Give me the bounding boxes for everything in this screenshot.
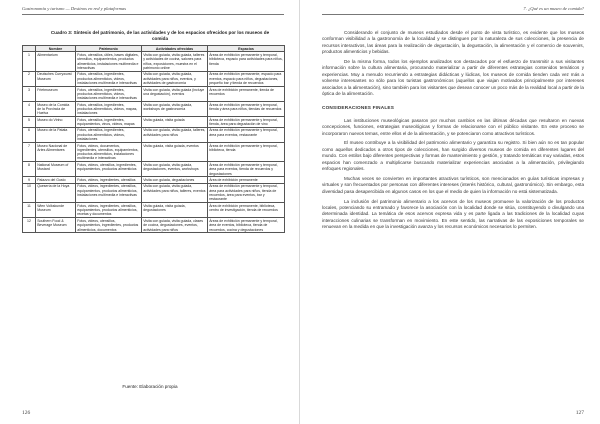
heritage-cell: Fotos, videos, ingredientes, utensilios, equipamientos, productos alimenticios, instalaciones multimedia e interactivas (76, 183, 142, 202)
page-number-right: 127 (575, 410, 584, 416)
table-row (23, 183, 285, 202)
row-index-cell: 12 (23, 218, 36, 233)
right-page (300, 0, 600, 424)
activities-cell: Visita con guiada, visita guiada, actividades para niños, eventos, y actividades de gastronomía (142, 71, 208, 86)
heritage-cell: Fotos, videos, utensilios, ingredientes, equipamientos, productos alimenticios (76, 162, 142, 177)
spaces-cell: Áreas de exhibición permanente y temporal, área para eventos, restaurante (208, 127, 285, 142)
heritage-cell: Fotos, utensilios, útiles, bases digitales, utensilios, equipamientos, productos alimenticios, instalaciones multimedia e interactivas (76, 52, 142, 71)
museum-name-cell: Museo Nacional de Artes Alimentares (36, 142, 76, 161)
museum-name-cell: National Museum of Mustard (36, 162, 76, 177)
museum-name-cell: Alimentarium (36, 52, 76, 71)
museum-name-cell: Palazzo del Gusto (36, 177, 76, 183)
heritage-cell: Fotos, utensilios, ingredientes, productos alimenticios, videos, instalaciones multimedia e interactivas (76, 86, 142, 101)
activities-cell: Visita con guiada, visita guiada, workshops de gastronomía (142, 102, 208, 117)
table-row (23, 86, 285, 101)
heritage-cell: Fotos, videos, ingredientes, utensilios (76, 177, 142, 183)
museum-name-cell: Deutsches Currywurst Museum (36, 71, 76, 86)
heritage-cell: Fotos, videos, utensilios, equipamientos, ingredientes, productos alimenticios, documentos (76, 218, 142, 233)
museum-table (22, 45, 285, 233)
activities-cell: Visita con guiada, visita guiada, talleres y actividades de cocina, salones para niños, exposiciones, muestra en el patrimonio online (142, 52, 208, 71)
spaces-cell: Área de exhibición permanente, tienda de recuerdos (208, 86, 285, 101)
running-head-right: 7. ¿Qué es un museo de comida? (523, 6, 584, 11)
row-index-cell: 7 (23, 142, 36, 161)
table-row (23, 162, 285, 177)
table-row (23, 117, 285, 128)
museum-name-cell: Southern Food & Beverage Museum (36, 218, 76, 233)
activities-cell: Visita guiada, visita guiada, eventos (142, 142, 208, 161)
row-index-cell: 3 (23, 86, 36, 101)
activities-cell: Visita con guiada, visita guiada, clases de cocina, degustaciones, eventos, actividades para niños (142, 218, 208, 233)
spaces-cell: Áreas de exhibición permanente, espacio para eventos, espacio para niños, degustaciones, pequeño bar y tienda de recuerdos (208, 71, 285, 86)
museum-name-cell: Museo do Vinho (36, 117, 76, 128)
museum-name-cell: Museo de la Comida de la Provincia de Huelva (36, 102, 76, 117)
heritage-cell: Fotos, utensilios, ingredientes, productos alimenticios, videos, mapas, instalaciones (76, 102, 142, 117)
body-text (322, 30, 584, 234)
paragraph: La inclusión del patrimonio alimentario a los acervos de los museos promueve la valorización de los productos locales, potenciando su entramado y favorece la asociación con la localidad donde se sitúa, constituyendo o divulgando una determinada identidad. La temática de esos acervos expresa vida y es parte ligada a las tradiciones de la localidad cuyas interacciones culinarias se transforman en movimiento. En este sentido, las narrativas de las exposiciones temporales se renuevan en la medida en que la investigación avanza y los recursos económicos necesarios lo permiten. (322, 198, 584, 230)
header-cell-spaces: Espacios (208, 46, 285, 52)
table-source: Fuente: Elaboración propia (122, 384, 178, 389)
row-index-cell: 4 (23, 102, 36, 117)
paragraph: De la misma forma, todos los ejemplos analizados son destacados por el esfuerzo de transmitir a sus visitantes información sobre la cultura alimentaria, procurando materializar a partir de diferentes estrategias contenidos temáticos y experiencias. Muy a menudo recurriendo a estrategias didácticas y lúdicas, los museos de comida tienden cada vez más a volverse interesantes no sólo para los turistas gastronómicos (aquellos que viajan motivados principalmente por intereses asociados a la alimentación), sino también para los visitantes que desean conocer un poco más de la realidad local a partir de la óptica de la alimentación. (322, 59, 584, 97)
activities-cell: Visita con guiada, degustaciones (142, 177, 208, 183)
row-index-cell: 1 (23, 52, 36, 71)
spaces-cell: Áreas de exhibición permanente y temporal, área para eventos, tienda de recuerdos y degustaciones (208, 162, 285, 177)
paragraph: Las instituciones museológicas pasaron por muchos cambios en las últimas décadas que resultaron en nuevas concepciones, funciones, estrategias museológicas y formas de relacionarse con el público visitante. En este proceso se incorporaron nuevos temas, entre ellos el de la alimentación, y se potenciaron como atractivos turísticos. (322, 117, 584, 136)
header-cell-heritage: Patrimonio (76, 46, 142, 52)
spaces-cell: Áreas de exhibición permanente y temporal, tienda y área para niños, tiendas de recuerdos (208, 102, 285, 117)
row-index-cell: 2 (23, 71, 36, 86)
spaces-cell: Áreas de exhibición permanente y temporal, biblioteca, espacio para actividades para niños, tienda (208, 52, 285, 71)
row-index-cell: 8 (23, 162, 36, 177)
activities-cell: Visita con guiada, visita guiada, actividades para niños, talleres, eventos (142, 183, 208, 202)
heritage-cell: Fotos, utensilios, ingredientes, equipamientos, vinos, videos, mapas (76, 117, 142, 128)
table-caption: Cuadro 3: Síntesis del patrimonio, de las actividades y de los espacios ofrecidos por los museos de comida (50, 30, 270, 41)
museum-name-cell: Museo de la Patata (36, 127, 76, 142)
header-rule-right (322, 14, 584, 15)
header-cell-activities: Actividades ofrecidas (142, 46, 208, 52)
museum-name-cell: Quesería de la Hoya (36, 183, 76, 202)
spaces-cell: Área de exhibición permanente, biblioteca, centro de investigación, tienda de recuerdos (208, 203, 285, 218)
heritage-cell: Fotos, videos, ingredientes, utensilios, equipamientos, productos alimenticios, recetas y documentos (76, 203, 142, 218)
heritage-cell: Fotos, utensilios, ingredientes, productos alimenticios, videos, instalaciones (76, 127, 142, 142)
table-row (23, 127, 285, 142)
activities-cell: Visita guiada, visita guiada (142, 117, 208, 128)
row-index-cell: 9 (23, 177, 36, 183)
spaces-cell: Área de exhibición permanente (208, 177, 285, 183)
spaces-cell: Áreas de exhibición permanente y temporal, área de eventos, biblioteca, tienda de recuerdos, cocina y degustaciones (208, 218, 285, 233)
paragraph: Considerando el conjunto de museos estudiados desde el punto de vista turístico, es evidente que los museos conforman visibilidad a la gastronomía de la localidad y se distinguen por la naturaleza de sus colecciones, la presencia de recursos interactivos, las áreas para la realización de degustación, la degustación, la alimentación y el comercio de souvenirs, productos alimenticios y bebidas. (322, 30, 584, 55)
running-head-left: Gastronomía y turismo — Destinos en red y plataformas (22, 6, 127, 11)
row-index-cell: 5 (23, 117, 36, 128)
row-index-cell: 6 (23, 127, 36, 142)
heritage-cell: Fotos, videos, documentos, ingredientes, utensilios, equipamientos, productos alimenticios, instalaciones multimedia e interactivas (76, 142, 142, 161)
museum-name-cell: Frietmuseum (36, 86, 76, 101)
header-rule-left (22, 14, 284, 15)
page-number-left: 126 (22, 410, 31, 416)
activities-cell: Visita guiada, visita guiada, degustaciones (142, 203, 208, 218)
table-row (23, 52, 285, 71)
section-heading: CONSIDERACIONES FINALES (322, 105, 395, 111)
table-row (23, 71, 285, 86)
spaces-cell: Áreas de exhibición permanente y temporal, área para actividades para niños, tienda de recuerdos, área para eventos, bar y restaurante (208, 183, 285, 202)
paragraph: Muchas veces se convierten en importantes atractivos turísticos, son mencionados en guías turísticas impresas y virtuales y son frecuentados por personas con diferentes intereses (interés histórico, cultural, gastronómico). Sin embargo, esta diversidad pasa desapercibida en algunos casos en los que el medio de quien la información no está sistematizada. (322, 175, 584, 194)
row-index-cell: 10 (23, 183, 36, 202)
activities-cell: Visita con guiada, visita guiada (incluye una degustación), eventos (142, 86, 208, 101)
spaces-cell: Áreas de exhibición permanente y temporal, tienda, área para degustación de vino (208, 117, 285, 128)
table-row (23, 142, 285, 161)
table-row (23, 102, 285, 117)
activities-cell: Visita con guiada, visita guiada, talleres, actividades para niños (142, 127, 208, 142)
museum-name-cell: Wien Volkskunde Museum (36, 203, 76, 218)
paragraph: El museo contribuye a la visibilidad del patrimonio alimentario y garantiza su registro. Si bien aún no es tan popular como aquellos dedicados a otros tipos de colecciones, han surgido diversos museos de comida en diferentes lugares del mundo. Con estilos bajo diferentes perspectivas y formas de mantenimiento y gestión, y tratando temáticas muy variadas, estos espacios han comenzado a multiplicarse buscando materializar experiencias asociadas a la alimentación, privilegiando enfoques regionales. (322, 140, 584, 172)
heritage-cell: Fotos, utensilios, ingredientes, productos alimenticios, videos, instalaciones multimedia e interactivas (76, 71, 142, 86)
table-row (23, 218, 285, 233)
row-index-cell: 11 (23, 203, 36, 218)
activities-cell: Visita con guiada, visita guiada, degustaciones, eventos, workshops (142, 162, 208, 177)
spaces-cell: Áreas de exhibición permanente y temporal, biblioteca, tienda (208, 142, 285, 161)
table-row (23, 203, 285, 218)
header-cell-name: Nombre (36, 46, 76, 52)
